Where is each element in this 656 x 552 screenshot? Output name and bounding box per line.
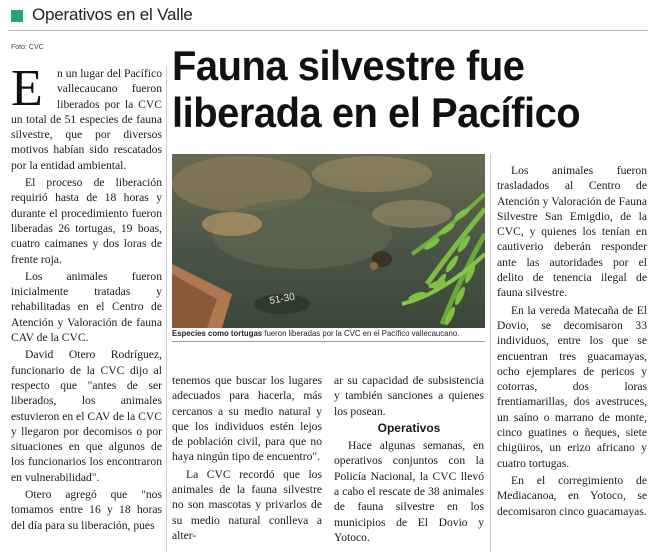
section-marker bbox=[11, 10, 23, 22]
headline-line-2: liberada en el Pacífico bbox=[172, 89, 581, 136]
photo-credit: Foto: CVC bbox=[11, 44, 44, 51]
section-header bbox=[8, 4, 648, 31]
column-divider bbox=[490, 154, 491, 552]
article-column-3 bbox=[334, 373, 484, 547]
photo-caption bbox=[172, 329, 492, 338]
headline bbox=[172, 42, 626, 136]
paragraph: En la vereda Matecaña de El Dovio, se decomisaron 33 individuos, entre los que se encuentran tres guacamayas, ocho ejemplares de pericos y cotorras, dos loras frentiamarillas, dos avestruces, un saíno o marrano de monte, cinco guatines o ñeques, siete chigüiros, un erizo africano y cuatro tortugas. bbox=[497, 303, 647, 470]
photo-overlay-text: 51-30 bbox=[268, 291, 296, 307]
subheading: Operativos bbox=[377, 420, 441, 435]
article-column-4 bbox=[497, 163, 647, 521]
caption-text: fueron liberadas por la CVC en el Pacífico vallecaucano. bbox=[262, 329, 460, 338]
paragraph: El proceso de liberación requirió hasta de 18 horas y durante el procedimiento fueron liberadas 26 tortugas, 19 boas, cuatro caimanes y dos loras de frente roja. bbox=[11, 176, 162, 266]
caption-rule bbox=[172, 341, 485, 342]
paragraph: Otero agregó que "nos tomamos entre 16 y 18 horas del día para su liberación, pues bbox=[11, 488, 162, 532]
caption-bold: Especies como tortugas bbox=[172, 329, 263, 338]
article-photo bbox=[172, 154, 485, 328]
paragraph: Hace algunas semanas, en operativos conjuntos con la Policía Nacional, la CVC llevó a cabo el rescate de 38 animales de fauna silvestre en los municipios de El Dovio y Yotoco. bbox=[334, 439, 484, 544]
paragraph: Los animales fueron trasladados al Centro de Atención y Valoración de Fauna Silvestre San Emigdio, de la CVC, y quienes los tenían en cautiverio deberán responder ante las autoridades por el delito de tenencia ilegal de fauna silvestre. bbox=[497, 164, 647, 300]
paragraph: n un lugar del Pacífico vallecaucano fueron liberados por la CVC un total de 51 especies de fauna silvestre, que por diversos motivos habían sido rescatados por la entidad ambiental. bbox=[11, 67, 162, 172]
turtles-photo-illustration bbox=[172, 154, 485, 328]
article-column-1 bbox=[11, 66, 162, 552]
drop-cap: E bbox=[11, 66, 43, 117]
section-title: Operativos en el Valle bbox=[32, 5, 193, 24]
headline-line-1: Fauna silvestre fue bbox=[172, 42, 525, 89]
article-column-2 bbox=[172, 373, 322, 545]
paragraph: ar su capacidad de subsistencia y también sanciones a quienes los posean. bbox=[334, 374, 484, 418]
column-divider bbox=[166, 66, 167, 552]
paragraph: Los animales fueron inicialmente tratadas y rehabilitadas en el Centro de Atención y Valoración de fauna CAV de la CVC. bbox=[11, 269, 162, 345]
paragraph: La CVC recordó que los animales de la fauna silvestre no son mascotas y privarlos de su medio natural conlleva a alter- bbox=[172, 467, 322, 542]
paragraph: tenemos que buscar los lugares adecuados para hacerla, más cercanos a su medio natural y que los individuos estén lejos de población civil, para que no haya ningún tipo de encuentro". bbox=[172, 374, 322, 464]
paragraph: David Otero Rodríguez, funcionario de la CVC dijo al respecto que "antes de ser liberados, los animales estuvieron en el CAV de la CVC y llegaron por decomisos o por situaciones en que algunos de los funcionarios los encontraron en vulnerabilidad". bbox=[11, 348, 162, 484]
paragraph: En el corregimiento de Mediacanoa, en Yotoco, se decomisaron cinco guacamayas. bbox=[497, 473, 647, 518]
